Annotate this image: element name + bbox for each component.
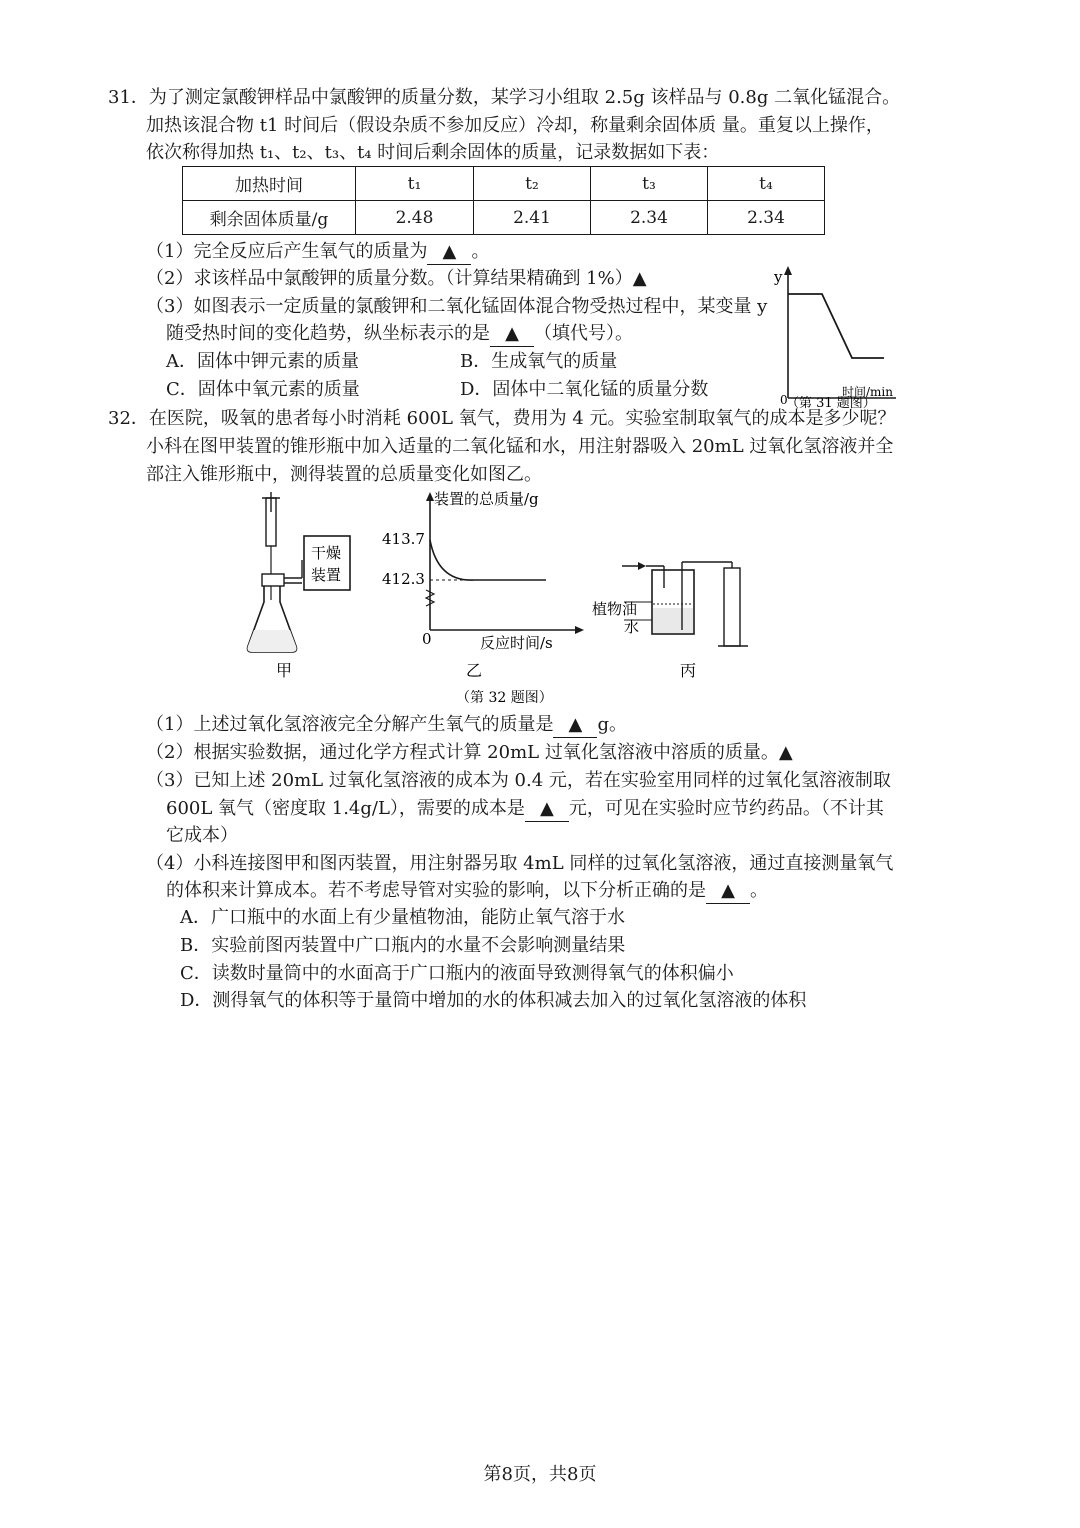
oil-label: 植物油	[592, 600, 638, 618]
q32-sub3-end: 元，可见在实验时应节约药品。（不计其	[568, 798, 884, 819]
y-axis-arrow	[426, 492, 434, 501]
tick-label-413-7: 413.7	[382, 530, 425, 548]
origin-label: 0	[422, 630, 432, 648]
table-cell: 2.48	[356, 201, 474, 235]
q31-sub3-line-2	[166, 322, 633, 347]
table-row	[183, 201, 825, 235]
q31-sub1	[146, 240, 489, 265]
y-label: y	[774, 268, 783, 286]
label-yi: 乙	[466, 661, 483, 680]
origin-label: 0	[780, 393, 788, 407]
label-jia: 甲	[276, 661, 293, 680]
q31-data-table	[182, 166, 825, 235]
q31-option-c: C．固体中氧元素的质量	[166, 379, 360, 400]
q31-option-d: D．固体中二氧化锰的质量分数	[460, 379, 709, 400]
chart-yi	[382, 490, 584, 680]
answer-blank: ▲	[553, 713, 597, 738]
x-label: 反应时间/s	[480, 634, 553, 652]
q32-sub4-line-1: （4）小科连接图甲和图丙装置，用注射器另取 4mL 同样的过氧化氢溶液，通过直接测量氧气	[146, 853, 894, 874]
q31-sub3-line-1: （3）如图表示一定质量的氯酸钾和二氧化锰固体混合物受热过程中，某变量 y	[146, 296, 768, 317]
table-header-cell: t₄	[708, 167, 825, 201]
table-row	[183, 167, 825, 201]
q32-sub3-line-2	[166, 797, 884, 822]
q31-sub3-text: 随受热时间的变化趋势，纵坐标表示的是	[166, 323, 490, 344]
q31-sub1-text: （1）完全反应后产生氧气的质量为	[146, 241, 428, 262]
table-header-cell: t₁	[356, 167, 474, 201]
q32-sub2: （2）根据实验数据，通过化学方程式计算 20mL 过氧化氢溶液中溶质的质量。▲	[146, 742, 793, 763]
q32-sub3-line-1: （3）已知上述 20mL 过氧化氢溶液的成本为 0.4 元，若在实验室用同样的过氧化氢溶液制取	[146, 770, 891, 791]
measuring-cylinder	[724, 568, 740, 646]
dry-label-2: 装置	[311, 566, 342, 584]
y-label: 装置的总质量/g	[434, 490, 539, 508]
answer-blank: ▲	[525, 797, 569, 822]
q32-option-d: D．测得氧气的体积等于量筒中增加的水的体积减去加入的过氧化氢溶液的体积	[180, 990, 807, 1011]
table-header-cell: t₃	[591, 167, 708, 201]
figure-caption: （第 31 题图）	[786, 396, 876, 410]
q32-sub4-line-2	[166, 879, 768, 904]
q31-sub3-end: （填代号）。	[534, 323, 633, 344]
q32-sub3-line-3: 它成本）	[166, 825, 238, 846]
water-label: 水	[624, 618, 640, 636]
dry-label-1: 干燥	[311, 544, 342, 562]
apparatus-jia	[248, 492, 351, 680]
q32-sub4-end: 。	[750, 880, 768, 901]
trend-line	[788, 294, 884, 358]
q31-stem-line-3: 依次称得加热 t₁、t₂、t₃、t₄ 时间后剩余固体的质量，记录数据如下表：	[146, 142, 720, 163]
figure-caption: （第 32 题图）	[456, 690, 553, 706]
flask-stopper	[262, 574, 284, 586]
q32-option-b: B．实验前图丙装置中广口瓶内的水量不会影响测量结果	[180, 935, 626, 956]
x-axis-arrow	[575, 626, 584, 634]
flask-liquid	[248, 630, 297, 652]
q32-stem-line-1: 32．在医院，吸氧的患者每小时消耗 600L 氧气，费用为 4 元。实验室制取氧气的成本是多少呢？	[108, 408, 896, 429]
q32-option-a: A．广口瓶中的水面上有少量植物油，能防止氧气溶于水	[180, 907, 625, 928]
q32-stem-line-3: 部注入锥形瓶中，测得装置的总质量变化如图乙。	[146, 464, 542, 485]
q32-sub1-end: g。	[597, 714, 627, 735]
table-header-cell: t₂	[474, 167, 591, 201]
q32-sub1	[146, 713, 627, 738]
gas-inlet-arrowhead	[638, 562, 646, 570]
answer-blank: ▲	[490, 322, 534, 347]
table-cell: 剩余固体质量/g	[183, 201, 356, 235]
q32-sub3-text: 600L 氧气（密度取 1.4g/L），需要的成本是	[166, 798, 525, 819]
x-label: 时间/min	[842, 385, 893, 399]
q31-stem-line-1: 31．为了测定氯酸钾样品中氯酸钾的质量分数，某学习小组取 2.5g 该样品与 0.8g 二氧化锰混合。	[108, 87, 901, 108]
q32-figure	[240, 490, 780, 710]
mass-curve	[430, 540, 546, 580]
q32-sub4-text: 的体积来计算成本。若不考虑导管对实验的影响，以下分析正确的是	[166, 880, 706, 901]
label-bing: 丙	[680, 661, 697, 680]
q32-option-c: C．读数时量筒中的水面高于广口瓶内的液面导致测得氧气的体积偏小	[180, 963, 734, 984]
y-axis-arrow	[784, 266, 792, 275]
q31-stem-line-2: 加热该混合物 t1 时间后（假设杂质不参加反应）冷却，称量剩余固体质 量。重复以上操作，	[146, 115, 884, 136]
q32-stem-line-2: 小科在图甲装置的锥形瓶中加入适量的二氧化锰和水，用注射器吸入 20mL 过氧化氢溶液并全	[146, 436, 894, 457]
table-cell: 2.34	[591, 201, 708, 235]
apparatus-bing	[592, 562, 748, 680]
tick-label-412-3: 412.3	[382, 570, 425, 588]
q31-sub2: （2）求该样品中氯酸钾的质量分数。（计算结果精确到 1%）▲	[146, 268, 647, 289]
q31-sub1-end: 。	[471, 241, 490, 262]
q31-graph	[770, 262, 910, 410]
bottle-water	[653, 608, 693, 633]
table-cell: 2.41	[474, 201, 591, 235]
q31-option-b: B．生成氧气的质量	[460, 351, 618, 372]
answer-blank: ▲	[706, 879, 750, 904]
table-cell: 2.34	[708, 201, 825, 235]
page-footer: 第8页，共8页	[483, 1464, 597, 1485]
q31-option-a: A．固体中钾元素的质量	[166, 351, 359, 372]
answer-blank: ▲	[427, 240, 471, 265]
q32-sub1-text: （1）上述过氧化氢溶液完全分解产生氧气的质量是	[146, 714, 554, 735]
table-header-cell: 加热时间	[183, 167, 356, 201]
